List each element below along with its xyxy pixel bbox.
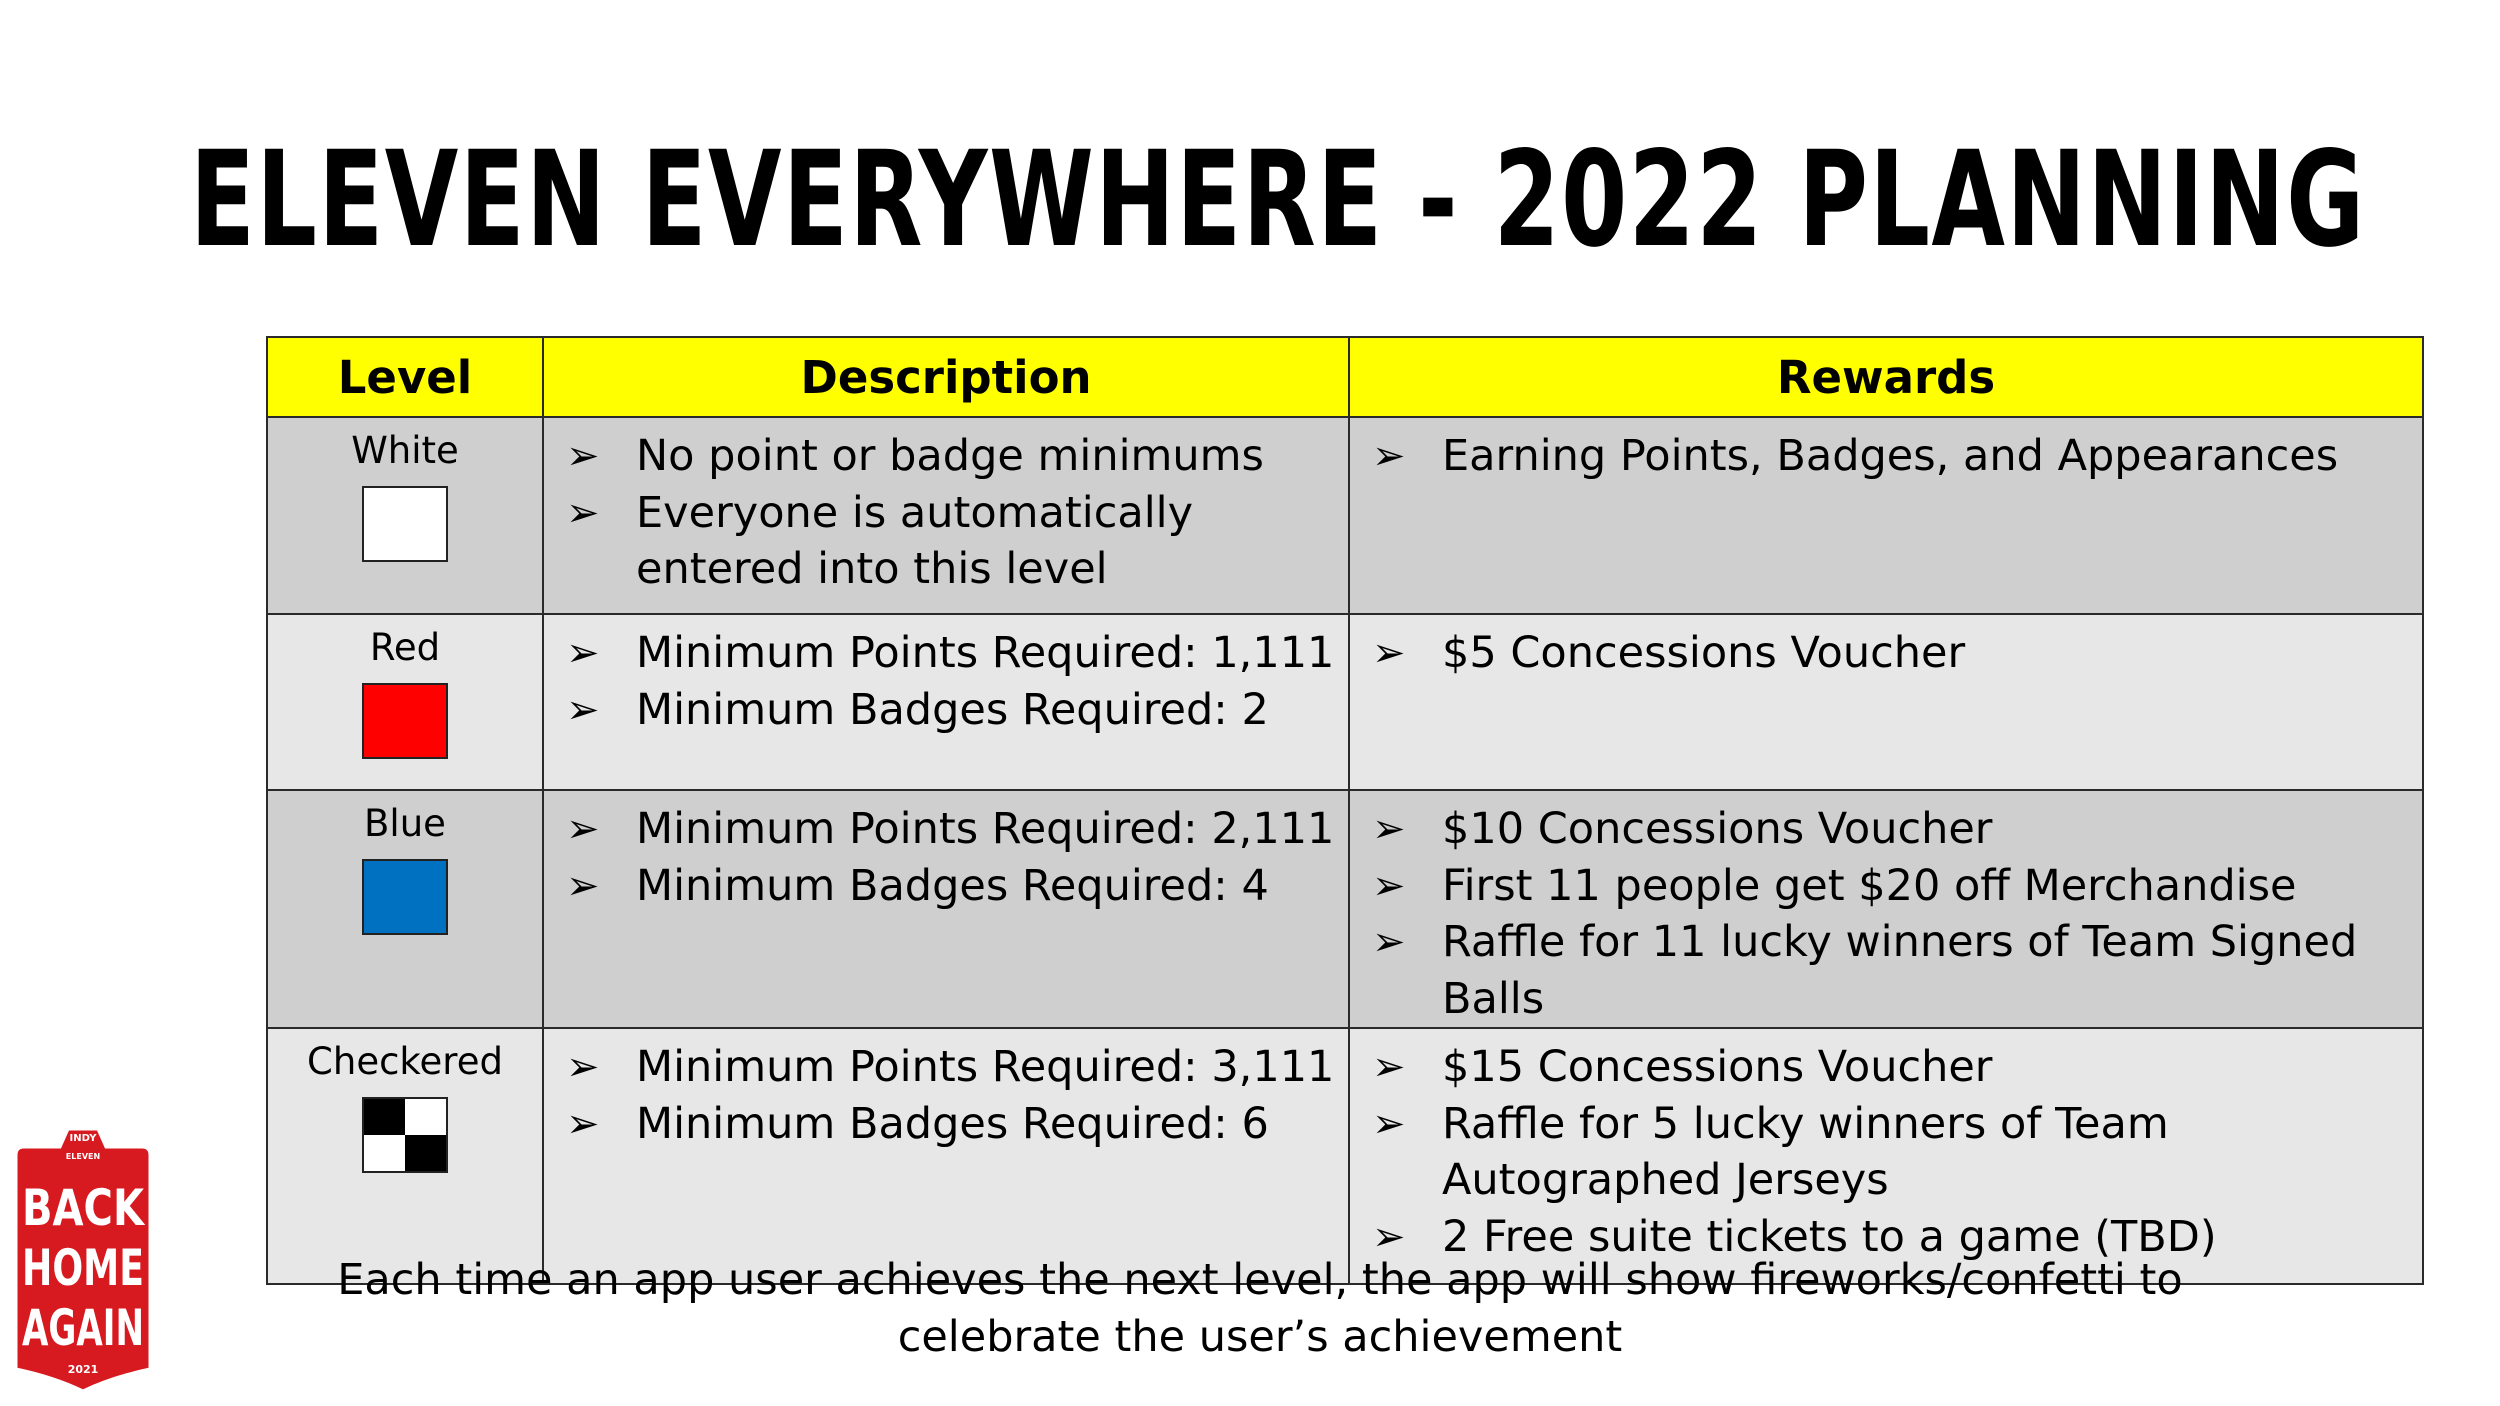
level-name-checkered: Checkered	[307, 1040, 503, 1083]
level-swatch-blue	[362, 859, 448, 935]
logo-year-text: 2021	[67, 1363, 99, 1376]
arrow-bullet-icon: ➢	[1372, 806, 1406, 852]
table-row-blue	[267, 790, 2423, 1028]
arrow-bullet-icon: ➢	[1372, 1213, 1406, 1260]
arrow-bullet-icon: ➢	[566, 686, 600, 733]
list-item: ➢ Minimum Points Required: 1,111	[566, 625, 1338, 682]
rewards-cell-blue	[1349, 790, 2423, 1028]
arrow-bullet-icon: ➢	[1372, 1100, 1406, 1147]
rewards-cell-red	[1349, 614, 2423, 790]
level-swatch-red	[362, 683, 448, 759]
logo-sub-text: ELEVEN	[65, 1152, 101, 1161]
table-row-white	[267, 417, 2423, 614]
description-cell-red	[543, 614, 1349, 790]
list-item: ➢ $10 Concessions Voucher	[1372, 801, 2412, 858]
level-cell-white	[267, 417, 543, 614]
rewards-cell-checkered	[1349, 1028, 2423, 1284]
arrow-bullet-icon: ➢	[566, 1044, 600, 1090]
list-item: ➢ Minimum Badges Required: 6	[566, 1096, 1338, 1153]
list-item: ➢ Minimum Badges Required: 4	[566, 858, 1338, 915]
arrow-bullet-icon: ➢	[566, 630, 600, 676]
page-title: ELEVEN EVERYWHERE - 2022 PLANNING	[190, 123, 2366, 277]
level-swatch-white	[362, 486, 448, 562]
logo-top-text: INDY	[69, 1133, 97, 1144]
level-cell-checkered	[267, 1028, 543, 1284]
list-item: ➢ Raffle for 5 lucky winners of Team Autographed Jerseys	[1372, 1096, 2412, 1209]
list-item: ➢ First 11 people get $20 off Merchandise	[1372, 858, 2412, 915]
arrow-bullet-icon: ➢	[566, 862, 600, 909]
table-row-checkered	[267, 1028, 2423, 1284]
header-rewards: Rewards	[1349, 337, 2423, 417]
level-swatch-checkered	[362, 1097, 448, 1173]
list-item: ➢ $5 Concessions Voucher	[1372, 625, 2412, 682]
logo-line-back: BACK	[22, 1179, 146, 1237]
arrow-bullet-icon: ➢	[1372, 862, 1406, 909]
list-item: ➢ No point or badge minimums	[566, 428, 1338, 485]
level-name-red: Red	[369, 626, 441, 669]
arrow-bullet-icon: ➢	[566, 806, 600, 852]
arrow-bullet-icon: ➢	[566, 489, 600, 536]
level-name-white: White	[351, 429, 459, 472]
header-level: Level	[267, 337, 543, 417]
arrow-bullet-icon: ➢	[566, 433, 600, 479]
description-cell-checkered	[543, 1028, 1349, 1284]
arrow-bullet-icon: ➢	[1372, 919, 1406, 965]
levels-table	[266, 336, 2424, 1285]
level-cell-red	[267, 614, 543, 790]
level-cell-blue	[267, 790, 543, 1028]
arrow-bullet-icon: ➢	[1372, 433, 1406, 479]
list-item: ➢ Earning Points, Badges, and Appearances	[1372, 428, 2412, 485]
list-item: ➢ Minimum Points Required: 3,111	[566, 1039, 1338, 1096]
list-item: ➢ Everyone is automatically entered into this level	[566, 485, 1338, 598]
list-item: ➢ Minimum Badges Required: 2	[566, 682, 1338, 739]
arrow-bullet-icon: ➢	[1372, 630, 1406, 676]
list-item: ➢ 2 Free suite tickets to a game (TBD)	[1372, 1209, 2412, 1266]
table-row-red	[267, 614, 2423, 790]
back-home-again-logo	[12, 1125, 154, 1395]
arrow-bullet-icon: ➢	[566, 1100, 600, 1147]
rewards-cell-white	[1349, 417, 2423, 614]
description-cell-blue	[543, 790, 1349, 1028]
table-header-row	[267, 337, 2423, 417]
logo-line-again: AGAIN	[22, 1299, 144, 1357]
arrow-bullet-icon: ➢	[1372, 1044, 1406, 1090]
level-name-blue: Blue	[364, 802, 446, 845]
description-cell-white	[543, 417, 1349, 614]
header-description: Description	[543, 337, 1349, 417]
footer-note: Each time an app user achieves the next level, the app will show fireworks/confetti to celebrate the user’s achievement	[337, 1255, 2183, 1362]
list-item: ➢ Raffle for 11 lucky winners of Team Signed Balls	[1372, 914, 2412, 1027]
logo-line-home: HOME	[22, 1239, 144, 1297]
list-item: ➢ Minimum Points Required: 2,111	[566, 801, 1338, 858]
list-item: ➢ $15 Concessions Voucher	[1372, 1039, 2412, 1096]
